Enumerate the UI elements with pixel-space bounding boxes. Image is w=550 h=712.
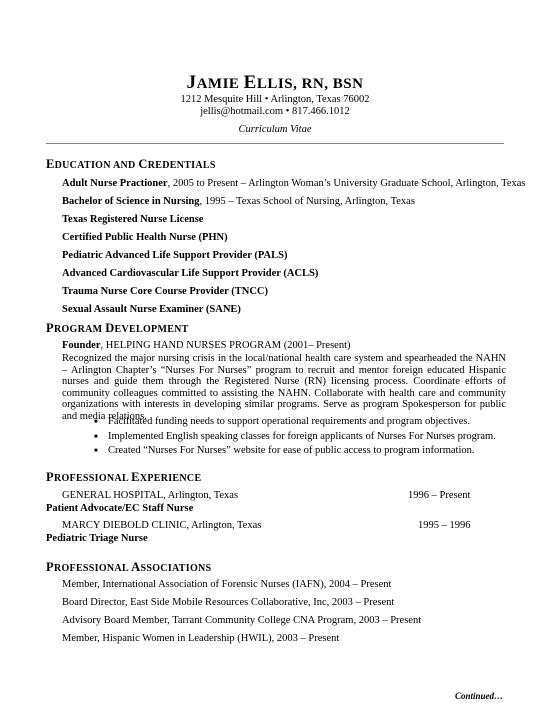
section-heading-experience: PROFESSIONAL EXPERIENCE (46, 470, 202, 484)
program-description: Recognized the major nursing crisis in the local/national health care system and spearheaded the NAHN – Arlington Chapter’s “Nurses For Nurses” program to recruit and mentor foreign educated Hispanic nurses and guide them through the Registered Nurse (RN) licensing process. Coordinate efforts of community colleagues committed to assisting the NAHN. Collaborate with health care and community organizations with interests in developing similar programs. Serve as program Spokesperson for public and media relations. (62, 353, 506, 422)
employment-dates: 1995 – 1996 (418, 520, 471, 531)
credential-item: Bachelor of Science in Nursing, 1995 – Texas School of Nursing, Arlington, Texas (62, 196, 415, 207)
header-divider (46, 143, 504, 144)
founder-line: Founder, HELPING HAND NURSES PROGRAM (2001– Present) (62, 340, 351, 351)
job-title: Pediatric Triage Nurse (46, 533, 148, 544)
continued-note: Continued… (454, 691, 503, 701)
document-subtitle: Curriculum Vitae (238, 124, 312, 135)
credential-item: Texas Registered Nurse License (62, 214, 204, 225)
address-line: 1212 Mesquite Hill • Arlington, Texas 76002 (180, 94, 370, 105)
credential-item: Pediatric Advanced Life Support Provider (PALS) (62, 250, 288, 261)
bullet-item: ■ Facilitated funding needs to support operational requirements and program objectives. (108, 416, 470, 427)
credential-item: Adult Nurse Practioner, 2005 to Present – Arlington Woman’s University Graduate School, Arlington, Texas (62, 178, 526, 189)
credential-item: Trauma Nurse Core Course Provider (TNCC) (62, 286, 268, 297)
association-item: Board Director, East Side Mobile Resources Collaborative, Inc, 2003 – Present (62, 597, 395, 608)
bullet-item: ■ Implemented English speaking classes for foreign applicants of Nurses For Nurses program. (108, 431, 496, 442)
section-heading-education: EDUCATION AND CREDENTIALS (46, 157, 216, 171)
section-heading-program: PROGRAM DEVELOPMENT (46, 321, 189, 335)
employer-name: GENERAL HOSPITAL, Arlington, Texas (62, 490, 239, 501)
section-heading-associations: PROFESSIONAL ASSOCIATIONS (46, 560, 212, 574)
job-title: Patient Advocate/EC Staff Nurse (46, 503, 194, 514)
employer-name: MARCY DIEBOLD CLINIC, Arlington, Texas (62, 520, 262, 531)
employment-dates: 1996 – Present (408, 490, 471, 501)
credential-item: Certified Public Health Nurse (PHN) (62, 232, 228, 243)
credential-item: Sexual Assault Nurse Examiner (SANE) (62, 304, 241, 315)
candidate-name: JAMIE ELLIS, RN, BSN (186, 72, 364, 93)
bullet-item: ■ Created “Nurses For Nurses” website for ease of public access to program information. (108, 445, 475, 456)
association-item: Advisory Board Member, Tarrant Community College CNA Program, 2003 – Present (62, 615, 422, 626)
association-item: Member, International Association of Forensic Nurses (IAFN), 2004 – Present (62, 579, 392, 590)
contact-line: jellis@hotmail.com • 817.466.1012 (200, 106, 350, 117)
credential-item: Advanced Cardiovascular Life Support Provider (ACLS) (62, 268, 319, 279)
association-item: Member, Hispanic Women in Leadership (HWIL), 2003 – Present (62, 633, 340, 644)
